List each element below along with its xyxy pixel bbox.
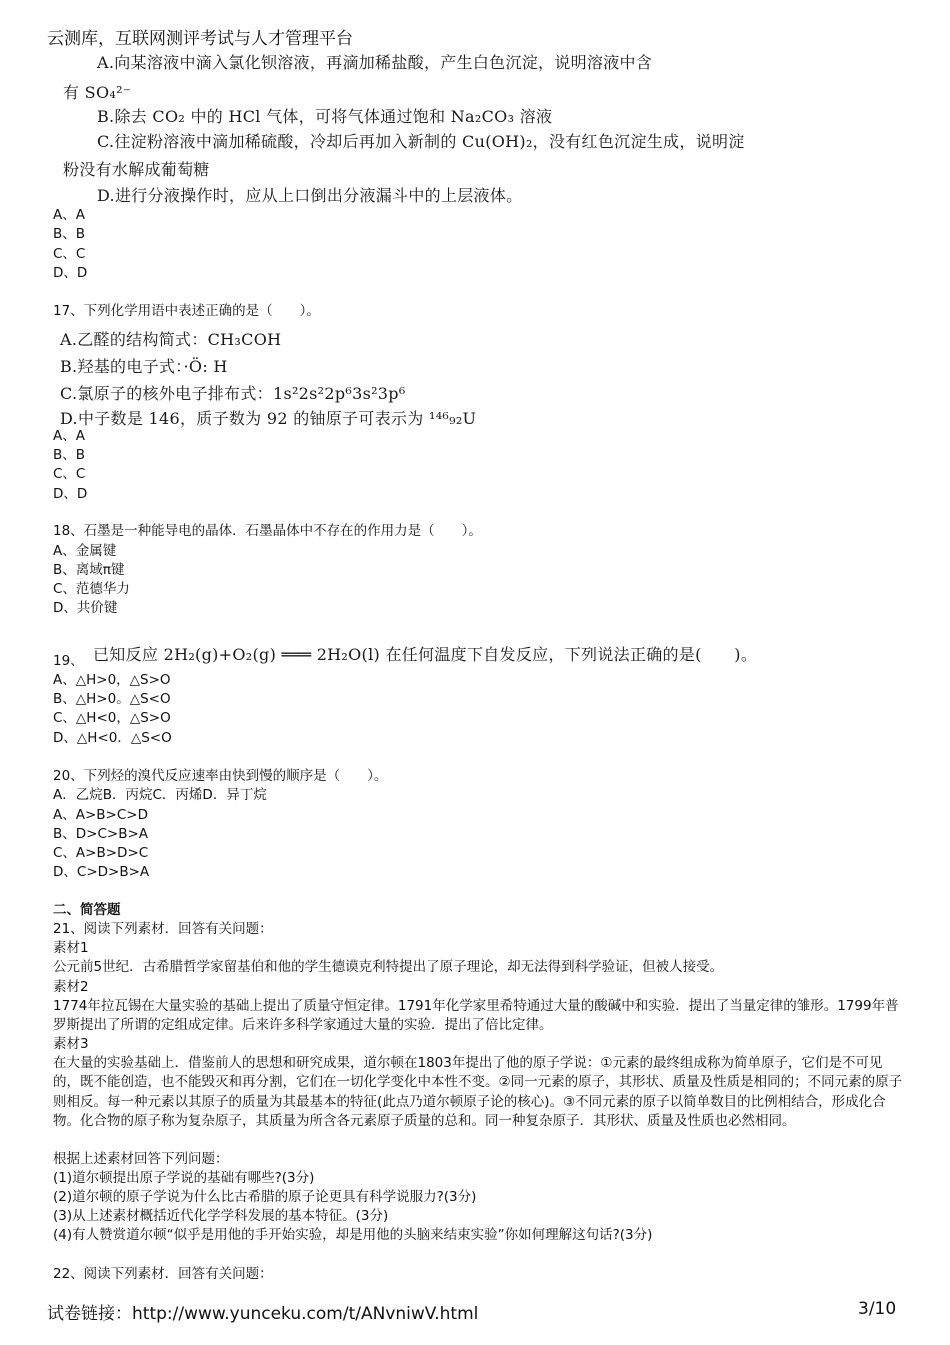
q20-items: A．乙烷B．丙烷C．丙烯D．异丁烷	[53, 787, 267, 803]
q19-choice-b[interactable]: B、△H>0。△S<O	[53, 691, 171, 707]
q19-choice-c[interactable]: C、△H<0，△S>O	[53, 710, 171, 726]
q17-choice-c[interactable]: C、C	[53, 466, 86, 482]
q20-choice-d[interactable]: D、C>D>B>A	[53, 864, 150, 880]
exam-link[interactable]: 试卷链接：http://www.yunceku.com/t/ANvniwV.html	[47, 1304, 479, 1324]
q16-choice-d[interactable]: D、D	[53, 265, 88, 281]
q17-stem: 17、下列化学用语中表述正确的是（ ）。	[53, 303, 320, 319]
section-title: 二、简答题	[53, 902, 121, 918]
q22-stem: 22、阅读下列素材．回答有关问题：	[53, 1266, 273, 1282]
q17-option-a: A.乙醛的结构简式：CH₃COH	[60, 330, 282, 349]
q18-choice-d[interactable]: D、共价键	[53, 600, 118, 616]
q21-ask: 根据上述素材回答下列问题：	[53, 1151, 229, 1167]
q20-choice-a[interactable]: A、A>B>C>D	[53, 807, 148, 823]
q18-choice-a[interactable]: A、金属键	[53, 543, 117, 559]
q21-material2: 1774年拉瓦锡在大量实验的基础上提出了质量守恒定律。1791年化学家里希特通过大量的酸碱中和实验．提出了当量定律的雏形。1799年普罗斯提出了所谓的定组成定律。后来许多科学家通过大量的实验．提出了倍比定律。	[53, 998, 899, 1034]
q16-option-a-line1: A.向某溶液中滴入氯化钡溶液，再滴加稀盐酸，产生白色沉淀，说明溶液中含	[97, 53, 653, 72]
page-number: 3/10	[858, 1299, 897, 1319]
q19-stem: 已知反应 2H₂(g)+O₂(g) ═══ 2H₂O(l) 在任何温度下自发反应，下列说法正确的是( )。	[93, 645, 758, 664]
q17-option-b: B.羟基的电子式：·Ö: H	[60, 357, 228, 376]
q21-material2-title: 素材2	[53, 979, 89, 995]
q16-option-d: D.进行分液操作时，应从上口倒出分液漏斗中的上层液体。	[97, 186, 523, 205]
q16-option-a-line2: 有 SO₄²⁻	[63, 83, 132, 102]
q21-sub3: (3)从上述素材概括近代化学学科发展的基本特征。(3分)	[53, 1208, 389, 1224]
q17-choice-d[interactable]: D、D	[53, 486, 88, 502]
q19-choice-d[interactable]: D、△H<0．△S<O	[53, 730, 172, 746]
q21-stem: 21、阅读下列素材．回答有关问题：	[53, 921, 273, 937]
q21-sub2: (2)道尔顿的原子学说为什么比古希腊的原子论更具有科学说服力?(3分)	[53, 1189, 477, 1205]
q21-material3-title: 素材3	[53, 1036, 89, 1052]
q18-choice-c[interactable]: C、范德华力	[53, 581, 130, 597]
q21-sub4: (4)有人赞赏道尔顿“似乎是用他的手开始实验，却是用他的头脑来结束实验”你如何理解这句话?(3分)	[53, 1227, 653, 1243]
q17-choice-a[interactable]: A、A	[53, 428, 85, 444]
q19-number: 19、	[53, 653, 84, 669]
q17-option-d: D.中子数是 146，质子数为 92 的铀原子可表示为 ¹⁴⁶₉₂U	[60, 409, 477, 428]
q16-choice-b[interactable]: B、B	[53, 226, 86, 242]
q19-choice-a[interactable]: A、△H>0，△S>O	[53, 672, 171, 688]
q16-option-c-line1: C.往淀粉溶液中滴加稀硫酸，冷却后再加入新制的 Cu(OH)₂，没有红色沉淀生成，说明淀	[97, 132, 745, 151]
q18-stem: 18、石墨是一种能导电的晶体．石墨晶体中不存在的作用力是（ ）。	[53, 523, 482, 539]
q18-choice-b[interactable]: B、离域π键	[53, 562, 125, 578]
q16-option-b: B.除去 CO₂ 中的 HCl 气体，可将气体通过饱和 Na₂CO₃ 溶液	[97, 107, 553, 126]
q16-choice-a[interactable]: A、A	[53, 207, 85, 223]
q20-choice-c[interactable]: C、A>B>D>C	[53, 845, 149, 861]
q17-option-c: C.氯原子的核外电子排布式：1s²2s²2p⁶3s²3p⁶	[60, 384, 406, 403]
q21-material1-title: 素材1	[53, 940, 89, 956]
q21-material3: 在大量的实验基础上．借鉴前人的思想和研究成果，道尔顿在1803年提出了他的原子学说：①元素的最终组成称为简单原子，它们是不可见的，既不能创造，也不能毁灭和再分割，它们在一切化学变化中本性不变。②同一元素的原子，其形状、质量及性质是相同的；不同元素的原子则相反。每一种元素以其原子的质量为其最基本的特征(此点乃道尔顿原子论的核心)。③不同元素的原子以简单数目的比例相结合，形成化合物。化合物的原子称为复杂原子，其质量为所含各元素原子质量的总和。同一种复杂原子．其形状、质量及性质也必然相同。	[53, 1055, 903, 1129]
q21-sub1: (1)道尔顿提出原子学说的基础有哪些?(3分)	[53, 1170, 315, 1186]
platform-header: 云测库，互联网测评考试与人才管理平台	[47, 29, 353, 49]
q20-choice-b[interactable]: B、D>C>B>A	[53, 826, 149, 842]
q16-option-c-line2: 粉没有水解成葡萄糖	[63, 160, 210, 179]
q16-choice-c[interactable]: C、C	[53, 246, 86, 262]
q20-stem: 20、下列烃的溴代反应速率由快到慢的顺序是（ ）。	[53, 768, 388, 784]
q21-material1: 公元前5世纪．古希腊哲学家留基伯和他的学生德谟克利特提出了原子理论，却无法得到科学验证，但被人接受。	[53, 959, 724, 975]
q17-choice-b[interactable]: B、B	[53, 447, 86, 463]
